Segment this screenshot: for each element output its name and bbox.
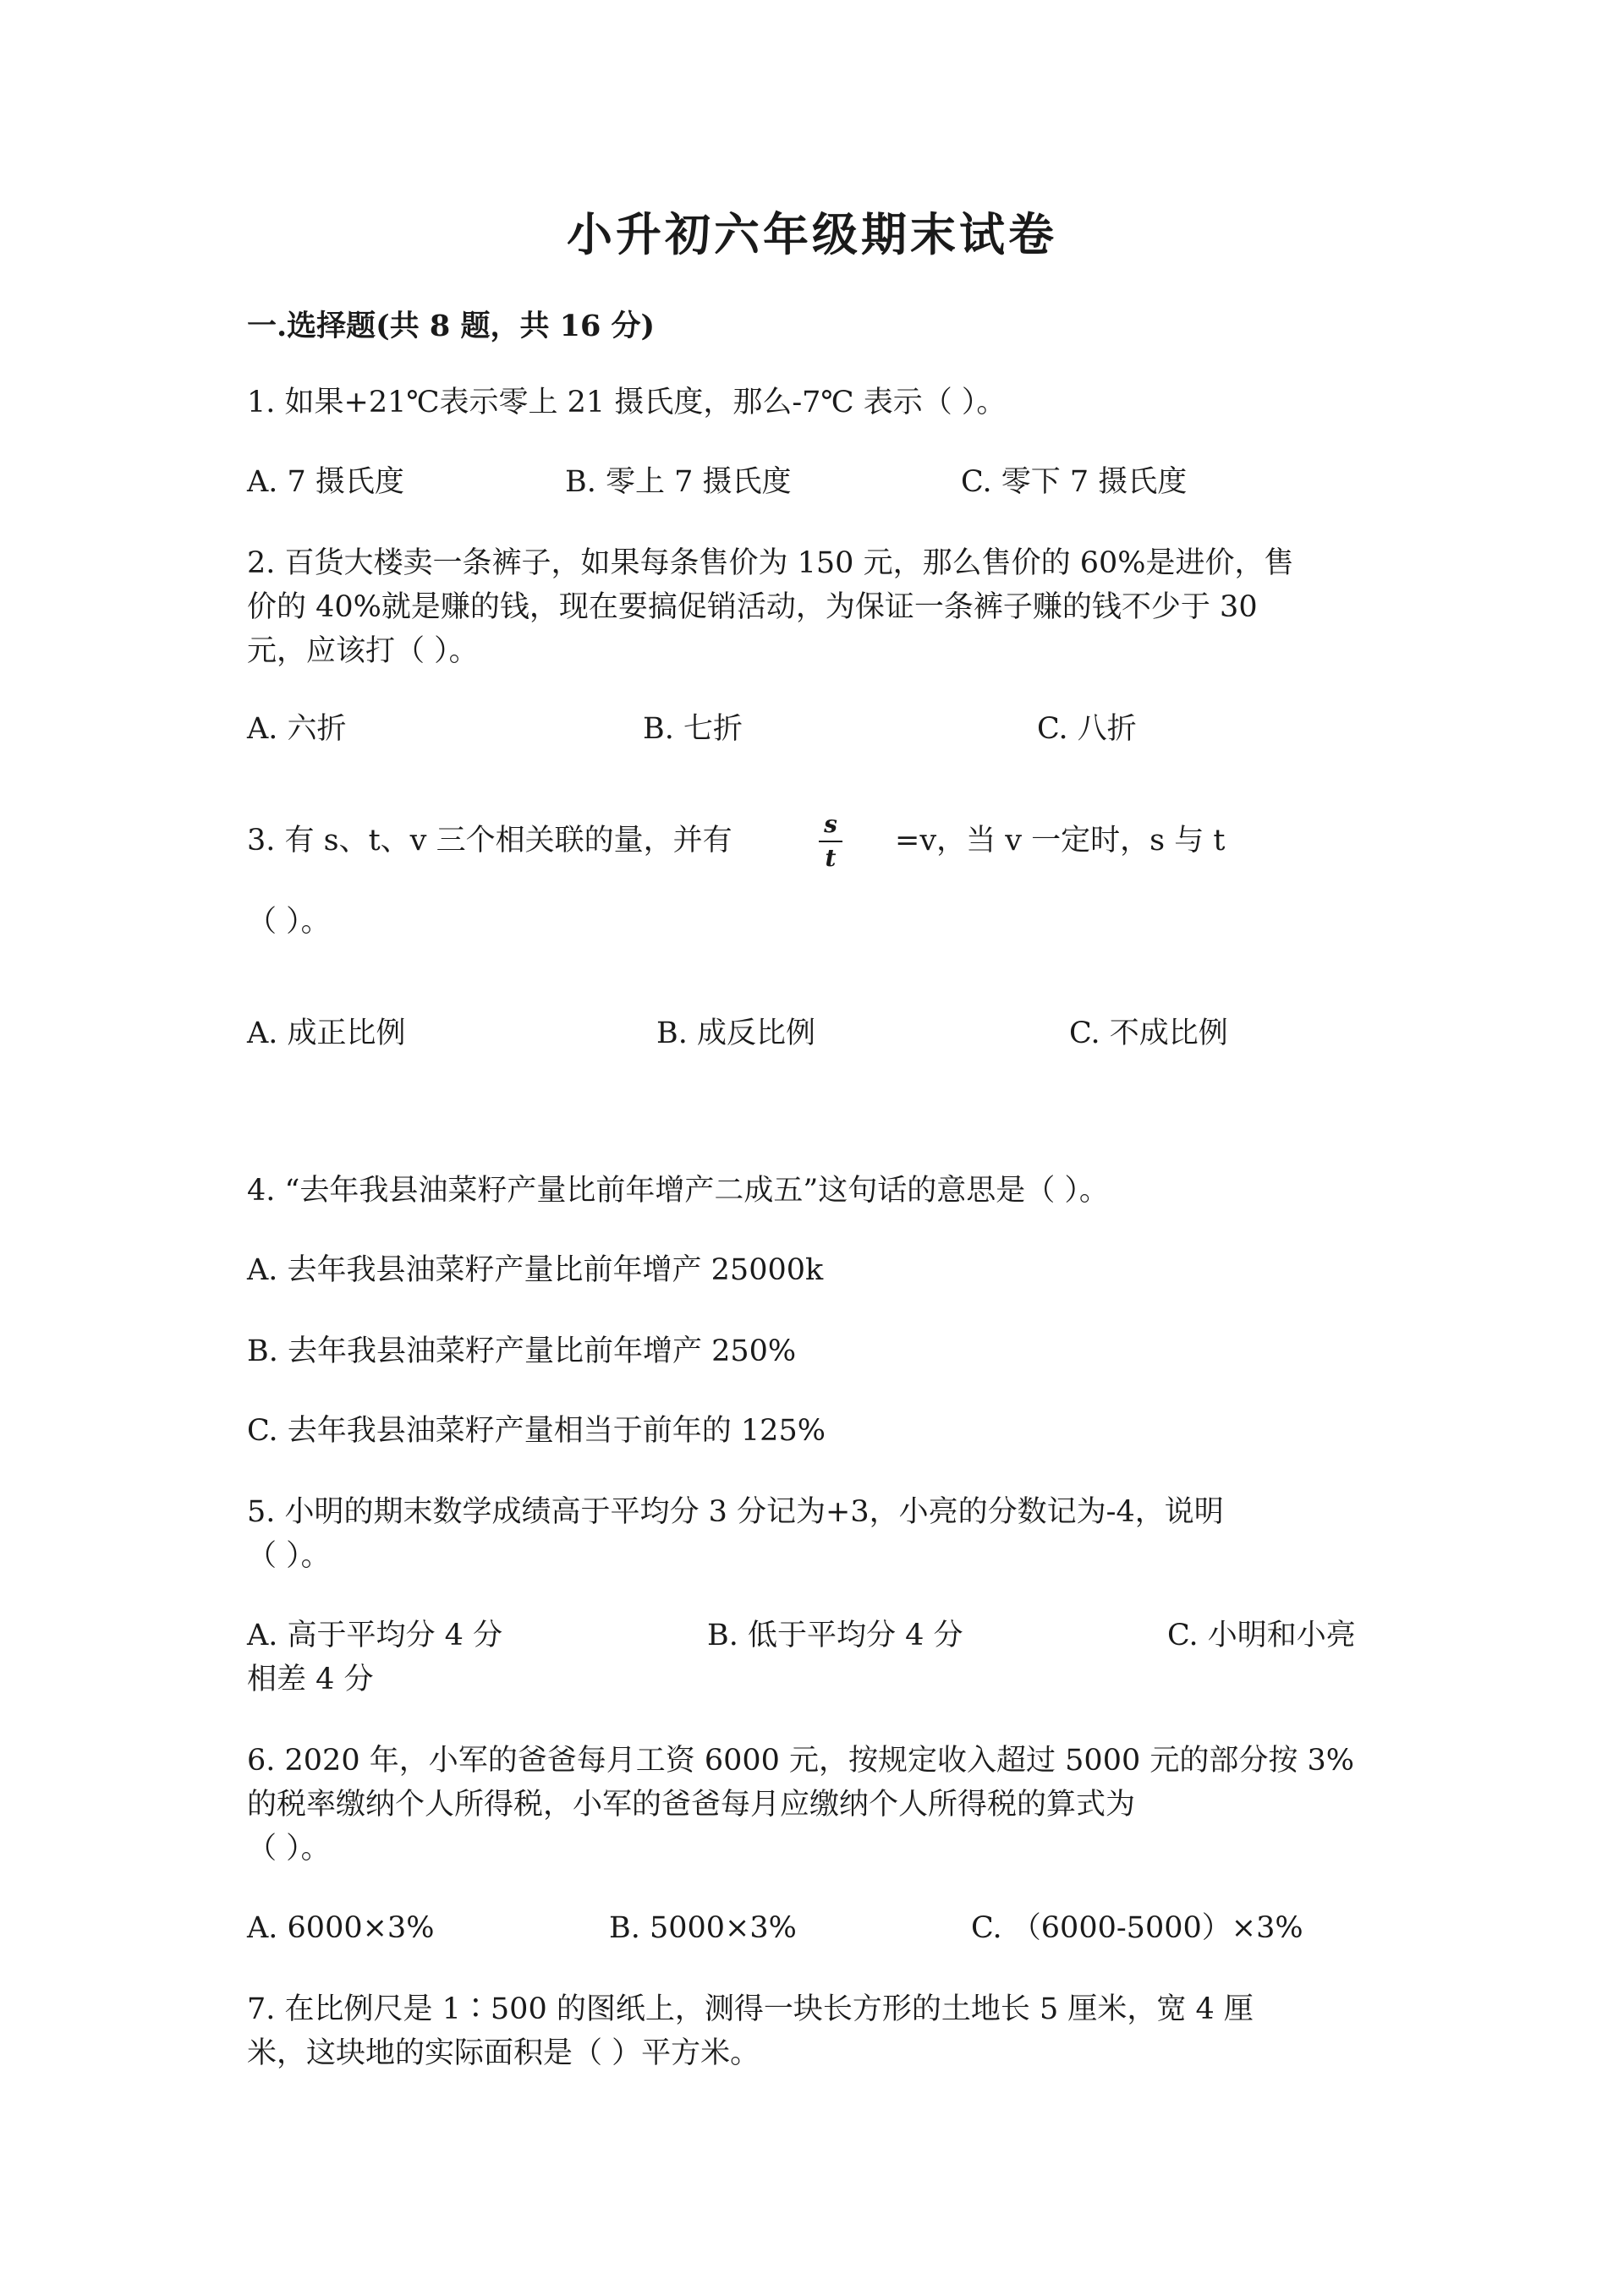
question-6-option-c: C. （6000-5000）×3% (971, 1911, 1303, 1945)
question-5-line-2: （ ）。 (247, 1539, 331, 1573)
question-5-option-a: A. 高于平均分 4 分 (247, 1619, 503, 1652)
question-2-line-3: 元，应该打（ ）。 (247, 634, 479, 668)
fraction-bar (819, 841, 842, 842)
question-1-option-b: B. 零上 7 摄氏度 (565, 465, 792, 499)
question-3-text-before: 3. 有 s、t、v 三个相关联的量，并有 (247, 824, 732, 858)
question-6-line-2: 的税率缴纳个人所得税，小军的爸爸每月应缴纳个人所得税的算式为 (247, 1788, 1136, 1822)
question-7-line-1: 7. 在比例尺是 1∶500 的图纸上，测得一块长方形的土地长 5 厘米，宽 4 厘 (247, 1992, 1254, 2026)
question-1-option-a: A. 7 摄氏度 (247, 465, 404, 499)
question-6-line-3: （ ）。 (247, 1832, 331, 1866)
section-heading: 一.选择题(共 8 题，共 16 分) (247, 309, 656, 343)
question-5-option-c: C. 小明和小亮 (1167, 1619, 1356, 1652)
fraction-s-over-t (814, 810, 848, 873)
question-6-option-a: A. 6000×3% (247, 1911, 435, 1945)
fraction-denominator: t (825, 844, 837, 872)
question-2-option-a: A. 六折 (247, 712, 347, 746)
question-2-line-1: 2. 百货大楼卖一条裤子，如果每条售价为 150 元，那么售价的 60%是进价，售 (247, 546, 1294, 580)
page-title: 小升初六年级期末试卷 (567, 207, 1057, 261)
question-2-option-c: C. 八折 (1037, 712, 1137, 746)
question-4-option-a: A. 去年我县油菜籽产量比前年增产 25000k (247, 1253, 824, 1287)
question-6-line-1: 6. 2020 年，小军的爸爸每月工资 6000 元，按规定收入超过 5000 元的部分按 3% (247, 1744, 1355, 1778)
question-4-option-c: C. 去年我县油菜籽产量相当于前年的 125% (247, 1414, 826, 1448)
question-2-option-b: B. 七折 (643, 712, 743, 746)
question-3-option-a: A. 成正比例 (247, 1016, 406, 1050)
question-3-line-2: （ ）。 (247, 905, 331, 939)
question-3-text-after: =v，当 v 一定时，s 与 t (895, 824, 1226, 858)
question-3-option-b: B. 成反比例 (656, 1016, 815, 1050)
fraction-numerator: s (824, 810, 837, 838)
question-1-text: 1. 如果+21℃表示零上 21 摄氏度，那么-7℃ 表示（ ）。 (247, 386, 1007, 419)
question-3-option-c: C. 不成比例 (1069, 1016, 1228, 1050)
question-5-option-b: B. 低于平均分 4 分 (707, 1619, 963, 1652)
question-6-option-b: B. 5000×3% (609, 1911, 797, 1945)
question-2-line-2: 价的 40%就是赚的钱，现在要搞促销活动，为保证一条裤子赚的钱不少于 30 (247, 590, 1258, 624)
question-4-text: 4. “去年我县油菜籽产量比前年增产二成五”这句话的意思是（ ）。 (247, 1174, 1109, 1208)
question-4-option-b: B. 去年我县油菜籽产量比前年增产 250% (247, 1334, 797, 1368)
question-7-line-2: 米，这块地的实际面积是（ ）平方米。 (247, 2036, 760, 2070)
question-5-option-c-continued: 相差 4 分 (247, 1663, 374, 1696)
question-5-line-1: 5. 小明的期末数学成绩高于平均分 3 分记为+3，小亮的分数记为-4，说明 (247, 1495, 1224, 1529)
question-1-option-c: C. 零下 7 摄氏度 (961, 465, 1188, 499)
